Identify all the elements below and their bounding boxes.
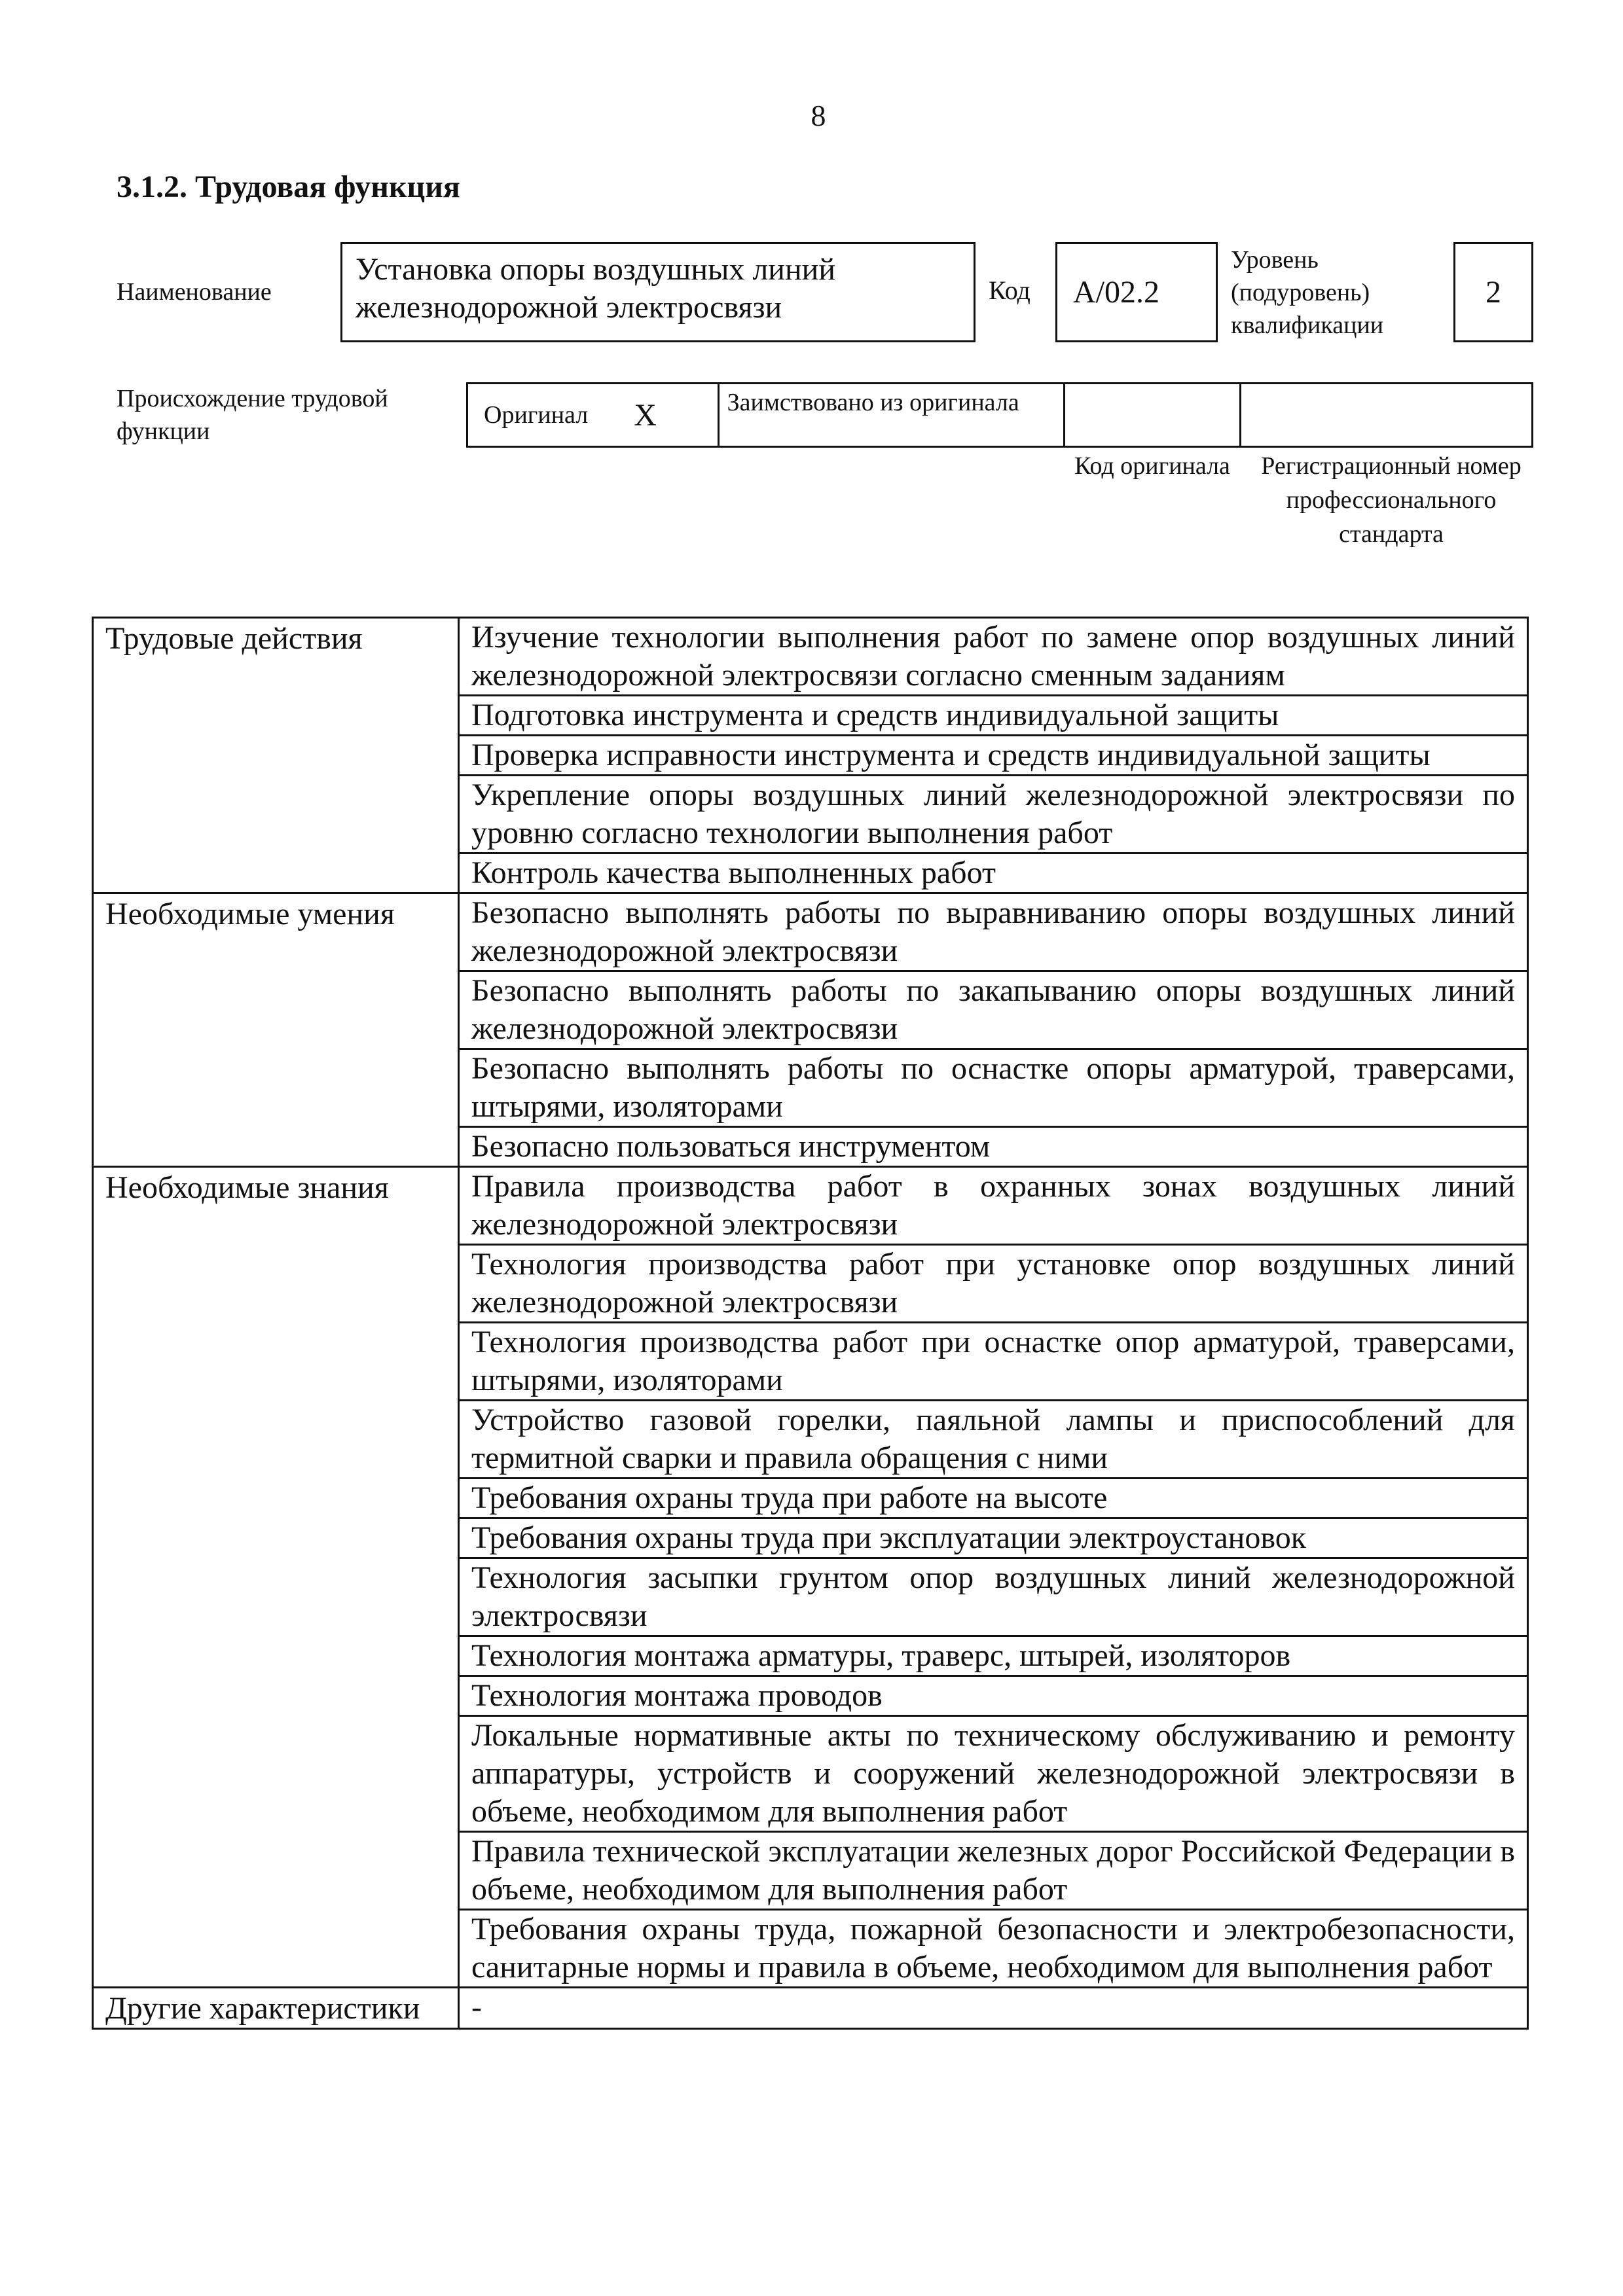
origin-table xyxy=(466,382,1533,448)
category-cell: Необходимые умения xyxy=(93,893,459,1167)
item-cell: Подготовка инструмента и средств индивидуальной защиты xyxy=(459,696,1528,736)
item-cell: Технология засыпки грунтом опор воздушных линий железнодорожной электросвязи xyxy=(459,1558,1528,1636)
table-row xyxy=(93,1988,1528,2029)
table-row xyxy=(93,1167,1528,1245)
item-cell: Технология монтажа арматуры, траверс, штырей, изоляторов xyxy=(459,1636,1528,1676)
item-cell: Изучение технологии выполнения работ по замене опор воздушных линий железнодорожной электросвязи согласно сменным заданиям xyxy=(459,618,1528,696)
item-cell: Требования охраны труда при работе на высоте xyxy=(459,1479,1528,1518)
origin-label: Происхождение трудовой функции xyxy=(117,385,388,445)
category-cell: Другие характеристики xyxy=(93,1988,459,2029)
item-cell: - xyxy=(459,1988,1528,2029)
reg-number-cell xyxy=(1241,384,1531,446)
category-cell: Необходимые знания xyxy=(93,1167,459,1988)
name-label: Наименование xyxy=(117,278,272,306)
table-row xyxy=(93,893,1528,971)
table-row xyxy=(93,618,1528,696)
function-name-box: Установка опоры воздушных линий железнодорожной электросвязи xyxy=(340,242,976,342)
function-code-box: А/02.2 xyxy=(1055,242,1218,342)
item-cell: Технология монтажа проводов xyxy=(459,1676,1528,1716)
item-cell: Укрепление опоры воздушных линий железнодорожной электросвязи по уровню согласно технологии выполнения работ xyxy=(459,776,1528,853)
item-cell: Безопасно выполнять работы по выравниванию опоры воздушных линий железнодорожной электросвязи xyxy=(459,893,1528,971)
origin-original-cell xyxy=(468,384,720,446)
item-cell: Проверка исправности инструмента и средств индивидуальной защиты xyxy=(459,736,1528,776)
item-cell: Требования охраны труда, пожарной безопасности и электробезопасности, санитарные нормы и правила в объеме, необходимом для выполнения работ xyxy=(459,1910,1528,1988)
item-cell: Правила производства работ в охранных зонах воздушных линий железнодорожной электросвязи xyxy=(459,1167,1528,1245)
item-cell: Технология производства работ при оснастке опор арматурой, траверсами, штырями, изоляторами xyxy=(459,1323,1528,1401)
item-cell: Требования охраны труда при эксплуатации электроустановок xyxy=(459,1518,1528,1558)
section-title: 3.1.2. Трудовая функция xyxy=(117,170,460,204)
item-cell: Устройство газовой горелки, паяльной лампы и приспособлений для термитной сварки и правила обращения с ними xyxy=(459,1401,1528,1479)
code-caption: Код оригинала xyxy=(1074,452,1230,480)
item-cell: Безопасно выполнять работы по закапыванию опоры воздушных линий железнодорожной электросвязи xyxy=(459,971,1528,1049)
borrowed-label: Заимствовано из оригинала xyxy=(720,384,1065,446)
item-cell: Правила технической эксплуатации железных дорог Российской Федерации в объеме, необходимом для выполнения работ xyxy=(459,1832,1528,1910)
original-label: Оригинал xyxy=(484,401,589,429)
category-cell: Трудовые действия xyxy=(93,618,459,893)
item-cell: Технология производства работ при установке опор воздушных линий железнодорожной электросвязи xyxy=(459,1245,1528,1323)
code-label: Код xyxy=(989,276,1030,305)
item-cell: Безопасно выполнять работы по оснастке опоры арматурой, траверсами, штырями, изоляторами xyxy=(459,1049,1528,1127)
reg-caption: Регистрационный номер профессионального стандарта xyxy=(1261,452,1522,548)
item-cell: Безопасно пользоваться инструментом xyxy=(459,1127,1528,1167)
item-cell: Локальные нормативные акты по техническому обслуживанию и ремонту аппаратуры, устройств и сооружений железнодорожной электросвязи в объеме, необходимом для выполнения работ xyxy=(459,1716,1528,1832)
page-number: 8 xyxy=(811,99,826,132)
original-mark: X xyxy=(634,397,657,433)
item-cell: Контроль качества выполненных работ xyxy=(459,853,1528,893)
competency-table xyxy=(92,617,1529,2030)
level-box: 2 xyxy=(1453,242,1533,342)
original-code-cell xyxy=(1065,384,1241,446)
level-label: Уровень (подуровень) квалификации xyxy=(1231,246,1384,339)
